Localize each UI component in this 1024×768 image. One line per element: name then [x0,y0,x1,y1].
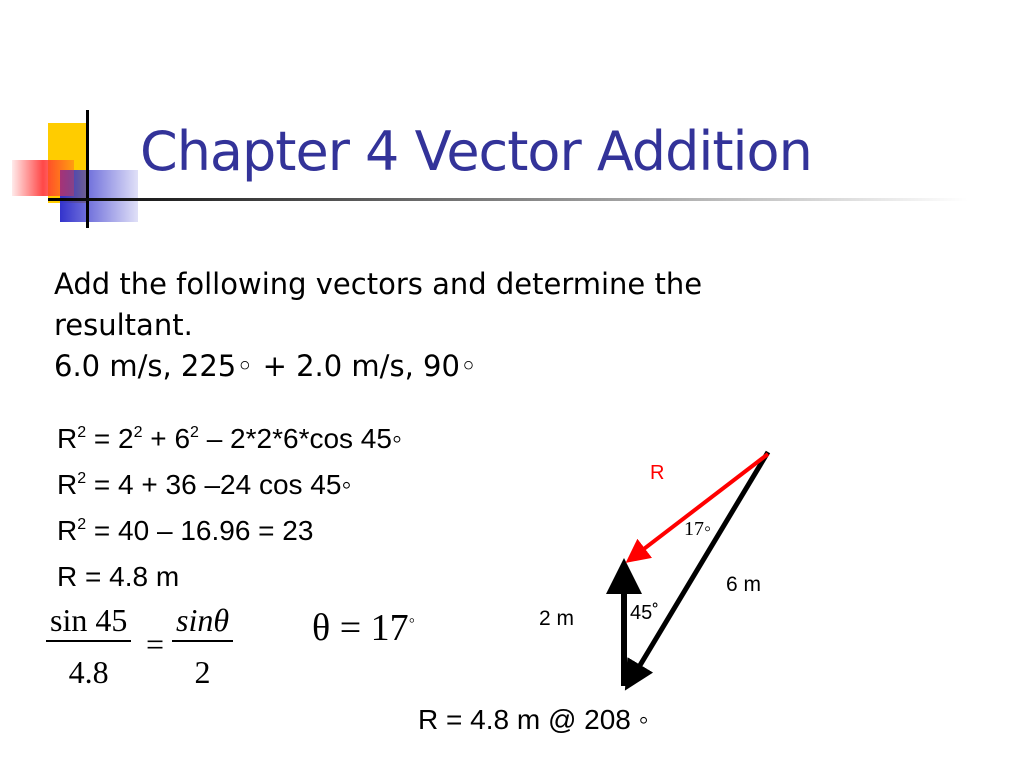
angle-17-label: 17◦ [684,518,712,540]
vector-6m [630,452,768,682]
calc-line-2: $R^2 = 4 + 36$ –24 cos 45◦ [57,469,352,500]
calc-line-1: $R^2 = 2^2 + 6^2 - 2*2*6*\cos$ 45◦ [57,423,402,454]
side-6m-label: 6 m [726,573,762,596]
calc-line-4: R = 4.8 m [57,561,180,592]
fraction-numerator: sinθ [176,602,230,638]
angle-45-label: 45˚ [630,602,659,624]
intro-line: 6.0 m/s, 225◦ + 2.0 m/s, 90◦ [54,349,478,383]
resultant-label: R [650,462,665,484]
fraction-numerator: sin 45 [50,602,128,638]
fraction-denominator: 2 [194,654,211,690]
equals-sign: = [146,626,165,662]
final-answer: R = 4.8 m @ 208 ◦ [418,704,649,735]
intro-line: Add the following vectors and determine the [54,267,703,301]
theta-result: θ = 17◦ [312,607,416,649]
side-2m-label: 2 m [539,607,575,630]
calc-line-3: $R^2 = 40 - 16.96 = 23$ [57,515,314,546]
fraction-denominator: 4.8 [68,654,109,690]
intro-line: resultant. [54,308,193,342]
slide-title: Chapter 4 Vector Addition [140,120,812,183]
